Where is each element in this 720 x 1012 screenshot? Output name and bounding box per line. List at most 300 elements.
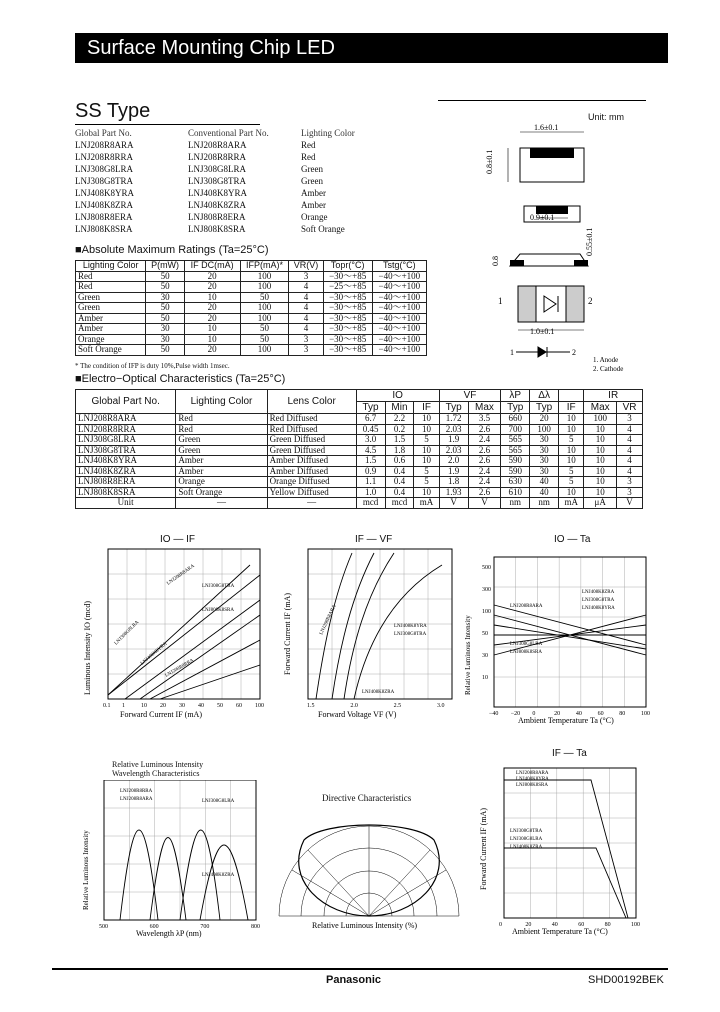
chart5-title: Directive Characteristics (322, 793, 412, 803)
abs-header: IFP(mA)* (240, 261, 289, 272)
abs-cell: 100 (240, 345, 289, 356)
series-label: LNJ808K8SRA (516, 783, 548, 788)
tick-label: 10 (141, 703, 147, 709)
product-color: Amber (301, 188, 326, 198)
series-label: LNJ308G8LRA (510, 642, 543, 647)
pin-2: 2 (588, 296, 593, 306)
eo-head-dl: Δλ (530, 390, 559, 402)
eo-unit: V (617, 498, 643, 509)
abs-cell: 4 (289, 324, 323, 335)
chart6-ylabel: Forward Current IF (mA) (479, 808, 488, 890)
abs-cell: 4 (289, 292, 323, 303)
dim-height: 0.8±0.1 (485, 149, 494, 174)
abs-cell: Orange (76, 334, 146, 345)
abs-header: IF DC(mA) (184, 261, 240, 272)
eo-unit: μA (584, 498, 617, 509)
tick-label: 30 (482, 653, 488, 659)
abs-cell: 4 (289, 282, 323, 293)
eo-cell: 5 (414, 466, 439, 477)
product-color: Green (301, 164, 323, 174)
eo-cell: 1.5 (356, 456, 385, 467)
chart3-xlabel: Ambient Temperature Ta (°C) (518, 716, 614, 725)
series-label: LNJ308G8TRA (394, 632, 427, 637)
eo-cell: 5 (414, 435, 439, 446)
series-label: LNJ308G8TRA (510, 829, 543, 834)
eo-row (76, 414, 643, 425)
eo-cell: 10 (559, 445, 584, 456)
chart1-ylabel: Luminous Intensity IO (mcd) (83, 601, 92, 695)
eo-cell: 1.9 (439, 466, 468, 477)
dim-width: 1.6±0.1 (534, 123, 559, 132)
abs-cell: −40～+100 (372, 282, 426, 293)
cathode-label: 2. Cathode (593, 365, 624, 373)
eo-unit: nm (501, 498, 530, 509)
tick-label: 40 (575, 711, 582, 717)
eo-cell: Orange Diffused (267, 477, 356, 488)
col-color: Lighting Color (301, 128, 355, 138)
eo-section-title: ■Electro−Optical Characteristics (Ta=25°C) (75, 373, 286, 385)
svg-text:1: 1 (510, 348, 514, 357)
eo-cell: 2.03 (439, 424, 468, 435)
series-label: LNJ208R8ARA (319, 604, 338, 636)
chart-io-ta (462, 545, 662, 725)
product-conv: LNJ408K8YRA (188, 188, 248, 198)
eo-cell: 5 (414, 477, 439, 488)
eo-cell: 4 (617, 445, 643, 456)
chart-directive (264, 800, 474, 930)
eo-unit: mcd (356, 498, 385, 509)
eo-cell: 1.72 (439, 414, 468, 425)
tick-label: 40 (198, 703, 204, 709)
abs-cell: 50 (146, 303, 184, 314)
abs-cell: Green (76, 292, 146, 303)
curve (504, 848, 626, 918)
eo-cell: 6.7 (356, 414, 385, 425)
abs-header: VR(V) (289, 261, 323, 272)
chart3-title: IO — Ta (554, 534, 591, 545)
eo-cell: 10 (559, 487, 584, 498)
product-global: LNJ808R8ERA (75, 212, 133, 222)
brand-logo: Panasonic (326, 974, 382, 986)
svg-text:2: 2 (572, 348, 576, 357)
eo-cell: Green Diffused (267, 445, 356, 456)
product-global: LNJ208R8ARA (75, 140, 134, 150)
series-label: LNJ408K8YRA (394, 624, 427, 629)
abs-cell: −30～+85 (323, 303, 372, 314)
eo-cell: 700 (501, 424, 530, 435)
abs-cell: Red (76, 282, 146, 293)
series-label: LNJ408K8YRA (140, 641, 169, 667)
abs-header: Topr(°C) (323, 261, 372, 272)
eo-cell: LNJ208R8ARA (76, 414, 176, 425)
abs-cell: 30 (146, 334, 184, 345)
eo-unit: mA (559, 498, 584, 509)
product-row (75, 139, 355, 151)
series-label: LNJ308G8TRA (582, 598, 615, 603)
eo-cell: 10 (414, 445, 439, 456)
eo-cell: LNJ808K8SRA (76, 487, 176, 498)
abs-cell: 50 (240, 292, 289, 303)
abs-row (76, 345, 427, 356)
eo-cell: LNJ308G8TRA (76, 445, 176, 456)
abs-cell: 20 (184, 282, 240, 293)
eo-table: Global Part No. Lighting Color Lens Color IO VF λP Δλ IR Typ Min IF Typ Max Typ Typ IF Max VR LNJ208R8ARA Red Red Diffused 6.7 2.2 10 1.72 3.5 660 20 10 100 3 LNJ208R8RRA Red Red Diffused 0.45 0.2 10 2.03 2.6 700 100 10 10 4 LNJ308G8LRA Green Green Diffused 3.0 1.5 5 1.9 2.4 565 30 5 10 4 LNJ308G8TRA Green Green Diffused 4.5 1.8 10 2.03 2.6 565 30 10 10 4 LNJ408K8YRA Amber Amber Diffused 1.5 0.6 10 2.0 2.6 590 30 10 10 4 LNJ408K8ZRA Amber Amber Diffused 0.9 0.4 5 1.9 2.4 590 30 5 10 4 LNJ808R8ERA Orange Orange Diffused 1.1 0.4 5 1.8 2.4 630 40 5 10 3 LNJ808K8SRA Soft Orange Yellow Diffused 1.0 0.4 10 1.93 2.6 610 40 10 10 3 Unit — — mcd mcd mA V V nm nm mA μA V (75, 389, 643, 509)
eo-cell: 565 (501, 445, 530, 456)
chart4-title: Relative Luminous Intensity Wavelength Characteristics (112, 760, 204, 778)
chart-if-ta (476, 760, 656, 940)
tick-label: 50 (482, 631, 488, 637)
eo-cell: 10 (584, 445, 617, 456)
tick-label: 0 (499, 922, 502, 928)
abs-cell: −30～+85 (323, 313, 372, 324)
page-title: Surface Mounting Chip LED (75, 33, 668, 63)
product-global: LNJ408K8ZRA (75, 200, 133, 210)
chart-if-vf (282, 545, 462, 725)
product-conv: LNJ808K8SRA (188, 224, 246, 234)
abs-cell: −40～+100 (372, 271, 426, 282)
series-label: LNJ408K8YRA (582, 606, 615, 611)
eo-cell: 5 (559, 477, 584, 488)
eo-cell: 5 (559, 466, 584, 477)
eo-cell: 2.6 (468, 456, 501, 467)
tick-label: 60 (578, 922, 585, 928)
eo-cell: 0.9 (356, 466, 385, 477)
eo-cell: 1.0 (356, 487, 385, 498)
abs-cell: −40～+100 (372, 292, 426, 303)
eo-cell: 590 (501, 466, 530, 477)
series-label: LNJ208R8ARA (166, 563, 196, 587)
abs-cell: 20 (184, 345, 240, 356)
anode-label: 1. Anode (593, 356, 619, 364)
abs-header: Tstg(°C) (372, 261, 426, 272)
tick-label: 1 (122, 703, 125, 709)
eo-unit: nm (530, 498, 559, 509)
tick-label: 0.1 (103, 703, 111, 709)
eo-cell: 1.1 (356, 477, 385, 488)
abs-row (76, 282, 427, 293)
series-label: LNJ408K8ZRA (582, 590, 615, 595)
dim-height-3: 0.8 (491, 256, 500, 266)
product-global: LNJ408K8YRA (75, 188, 135, 198)
abs-cell: 100 (240, 303, 289, 314)
eo-cell: 0.6 (385, 456, 414, 467)
product-conv: LNJ308G8LRA (188, 164, 246, 174)
series-label: LNJ208R8ARA (120, 797, 153, 802)
series-label: LNJ208R8RRA (164, 658, 195, 679)
col-conventional: Conventional Part No. (188, 128, 269, 138)
eo-cell: 610 (501, 487, 530, 498)
eo-row (76, 487, 643, 498)
curve (120, 830, 158, 920)
dim-width-2: 0.9±0.1 (530, 213, 555, 222)
series-label: LNJ308G8LRA (510, 837, 543, 842)
eo-cell: 1.9 (439, 435, 468, 446)
tick-label: 0 (532, 711, 536, 717)
chart1-xlabel: Forward Current IF (mA) (120, 710, 202, 719)
eo-cell: 660 (501, 414, 530, 425)
chart3-ylabel: Relative Luminous Intensity (464, 615, 472, 695)
abs-cell: 10 (184, 334, 240, 345)
abs-cell: 50 (240, 324, 289, 335)
eo-cell: Red Diffused (267, 414, 356, 425)
eo-cell: 1.93 (439, 487, 468, 498)
eo-cell: 0.2 (385, 424, 414, 435)
eo-cell: LNJ208R8RRA (76, 424, 176, 435)
eo-row (76, 477, 643, 488)
series-label: LNJ208R8ARA (516, 771, 549, 776)
eo-cell: 5 (559, 435, 584, 446)
eo-row (76, 424, 643, 435)
eo-cell: Soft Orange (176, 487, 267, 498)
abs-cell: 20 (184, 303, 240, 314)
eo-cell: 3.5 (468, 414, 501, 425)
eo-cell: 4.5 (356, 445, 385, 456)
tick-label: 1.5 (307, 703, 315, 709)
abs-cell: 30 (146, 292, 184, 303)
eo-cell: 10 (559, 424, 584, 435)
eo-cell: 2.0 (439, 456, 468, 467)
eo-cell: 100 (530, 424, 559, 435)
product-conv: LNJ308G8TRA (188, 176, 246, 186)
abs-cell: Red (76, 271, 146, 282)
abs-cell: 100 (240, 282, 289, 293)
eo-cell: 10 (584, 456, 617, 467)
eo-units-row (76, 498, 643, 509)
tick-label: 100 (255, 703, 264, 709)
abs-header: Lighting Color (76, 261, 146, 272)
tick-label: 60 (236, 703, 242, 709)
tick-label: 80 (619, 711, 626, 717)
abs-ratings-table (75, 260, 427, 356)
eo-unit: — (267, 498, 356, 509)
eo-head-lens: Lens Color (267, 390, 356, 414)
eo-cell: 2.6 (468, 424, 501, 435)
product-global: LNJ208R8RRA (75, 152, 134, 162)
series-label: LNJ408K8ZRA (362, 690, 395, 695)
eo-head-part: Global Part No. (76, 390, 176, 414)
eo-unit: V (439, 498, 468, 509)
eo-cell: 2.03 (439, 445, 468, 456)
abs-cell: Green (76, 303, 146, 314)
series-label: LNJ408K8ZRA (202, 873, 235, 878)
product-row (75, 187, 355, 199)
eo-cell: 3 (617, 487, 643, 498)
tick-label: 500 (482, 565, 491, 571)
abs-cell: −40～+100 (372, 303, 426, 314)
eo-cell: 0.4 (385, 487, 414, 498)
chart2-xlabel: Forward Voltage VF (V) (318, 710, 397, 719)
tick-label: 30 (179, 703, 185, 709)
eo-cell: 2.4 (468, 477, 501, 488)
eo-cell: LNJ408K8YRA (76, 456, 176, 467)
abs-cell: −30～+85 (323, 334, 372, 345)
eo-cell: 10 (414, 424, 439, 435)
eo-cell: 20 (530, 414, 559, 425)
product-color: Red (301, 140, 316, 150)
eo-cell: 630 (501, 477, 530, 488)
abs-cell: −40～+100 (372, 313, 426, 324)
product-color: Red (301, 152, 316, 162)
eo-cell: Amber Diffused (267, 466, 356, 477)
document-number: SHD00192BEK (588, 974, 664, 986)
chart4-ylabel: Relative Luminous Intensity (82, 830, 90, 910)
abs-cell: −30～+85 (323, 345, 372, 356)
abs-cell: 10 (184, 324, 240, 335)
eo-unit: mcd (385, 498, 414, 509)
unit-label: Unit: mm (588, 112, 624, 122)
chart5-xlabel: Relative Luminous Intensity (%) (312, 921, 418, 930)
product-list (75, 127, 355, 235)
abs-cell: 30 (146, 324, 184, 335)
dim-height-2: 0.55±0.1 (585, 227, 594, 256)
eo-cell: Green (176, 445, 267, 456)
eo-cell: 2.4 (468, 435, 501, 446)
eo-cell: Red Diffused (267, 424, 356, 435)
eo-cell: Red (176, 424, 267, 435)
eo-unit: V (468, 498, 501, 509)
eo-cell: Amber (176, 466, 267, 477)
abs-row (76, 334, 427, 345)
curve (494, 605, 646, 645)
eo-head-ir: IR (584, 390, 643, 402)
eo-cell: 0.45 (356, 424, 385, 435)
chart4-xlabel: Wavelength λP (nm) (136, 929, 202, 938)
product-row (75, 163, 355, 175)
abs-cell: −30～+85 (323, 324, 372, 335)
eo-head-lighting: Lighting Color (176, 390, 267, 414)
tick-label: 80 (604, 922, 611, 928)
abs-cell: 20 (184, 271, 240, 282)
product-conv: LNJ808R8ERA (188, 212, 246, 222)
footer-divider (52, 968, 668, 970)
eo-cell: 30 (530, 435, 559, 446)
chart1-title: IO — IF (160, 534, 195, 545)
eo-cell: 2.6 (468, 445, 501, 456)
product-conv: LNJ208R8RRA (188, 152, 247, 162)
abs-row (76, 303, 427, 314)
eo-cell: 4 (617, 435, 643, 446)
series-label: LNJ308G8LRA (113, 620, 141, 647)
eo-cell: 30 (530, 466, 559, 477)
abs-cell: 4 (289, 313, 323, 324)
product-global: LNJ808K8SRA (75, 224, 133, 234)
eo-cell: 1.8 (439, 477, 468, 488)
eo-cell: 10 (584, 424, 617, 435)
abs-cell: Amber (76, 313, 146, 324)
eo-row (76, 435, 643, 446)
abs-cell: 100 (240, 313, 289, 324)
tick-label: 20 (525, 922, 532, 928)
product-row (75, 223, 355, 235)
eo-cell: 0.4 (385, 477, 414, 488)
tick-label: 100 (482, 609, 491, 615)
abs-cell: −25～+85 (323, 282, 372, 293)
series-label: LNJ408K8ZRA (510, 845, 543, 850)
eo-head-io: IO (356, 390, 439, 402)
abs-cell: 50 (146, 282, 184, 293)
tick-label: −40 (489, 711, 499, 717)
divider (438, 100, 646, 101)
eo-cell: 565 (501, 435, 530, 446)
eo-cell: 10 (584, 435, 617, 446)
eo-row (76, 445, 643, 456)
tick-label: 20 (554, 711, 561, 717)
tick-label: −20 (510, 711, 521, 717)
tick-label: 60 (597, 711, 604, 717)
chart-io-if (80, 545, 280, 725)
abs-cell: Soft Orange (76, 345, 146, 356)
eo-cell: 40 (530, 487, 559, 498)
abs-cell: −40～+100 (372, 324, 426, 335)
abs-row (76, 271, 427, 282)
product-row (75, 199, 355, 211)
abs-cell: 10 (184, 292, 240, 303)
eo-cell: LNJ308G8LRA (76, 435, 176, 446)
dimension-drawing (480, 118, 650, 378)
tick-label: 50 (217, 703, 223, 709)
eo-head-if2 (559, 390, 584, 402)
package-top-mark (530, 148, 574, 158)
product-conv: LNJ408K8ZRA (188, 200, 246, 210)
eo-cell: 1.5 (385, 435, 414, 446)
eo-cell: 30 (530, 456, 559, 467)
series-label: LNJ408K8YRA (516, 777, 549, 782)
chart6-title: IF — Ta (552, 748, 587, 759)
eo-cell: 100 (584, 414, 617, 425)
abs-row (76, 313, 427, 324)
series-label: LNJ208R8ARA (510, 604, 543, 609)
abs-cell: 50 (146, 313, 184, 324)
abs-cell: 50 (146, 345, 184, 356)
abs-cell: 4 (289, 303, 323, 314)
series-label: LNJ208R8RRA (120, 789, 153, 794)
abs-cell: 3 (289, 271, 323, 282)
tick-label: 300 (482, 587, 491, 593)
curve (150, 838, 186, 921)
abs-cell: 3 (289, 334, 323, 345)
chart6-xlabel: Ambient Temperature Ta (°C) (512, 927, 608, 936)
eo-cell: Green Diffused (267, 435, 356, 446)
curve (125, 600, 260, 699)
pin-1: 1 (498, 296, 503, 306)
eo-cell: 590 (501, 456, 530, 467)
curve (332, 553, 374, 699)
dim-width-3: 1.0±0.1 (530, 327, 555, 336)
abs-cell: 3 (289, 345, 323, 356)
eo-row (76, 456, 643, 467)
product-conv: LNJ208R8ARA (188, 140, 247, 150)
abs-cell: 100 (240, 271, 289, 282)
tick-label: 40 (551, 922, 558, 928)
product-row (75, 175, 355, 187)
eo-cell: Red (176, 414, 267, 425)
chart2-title: IF — VF (355, 534, 393, 545)
product-row (75, 151, 355, 163)
tick-label: 2.5 (393, 703, 402, 709)
eo-cell: 10 (414, 487, 439, 498)
eo-cell: 40 (530, 477, 559, 488)
abs-note: * The condition of IFP is duty 10%,Pulse width 1msec. (75, 362, 230, 370)
eo-cell: LNJ408K8ZRA (76, 466, 176, 477)
tick-label: 700 (200, 924, 210, 930)
series-label: LNJ808K8SRA (202, 608, 234, 613)
eo-cell: 2.4 (468, 466, 501, 477)
abs-cell: −30～+85 (323, 271, 372, 282)
eo-cell: 4 (617, 424, 643, 435)
tick-label: 100 (641, 711, 650, 717)
eo-cell: 10 (414, 414, 439, 425)
eo-cell: 10 (584, 466, 617, 477)
